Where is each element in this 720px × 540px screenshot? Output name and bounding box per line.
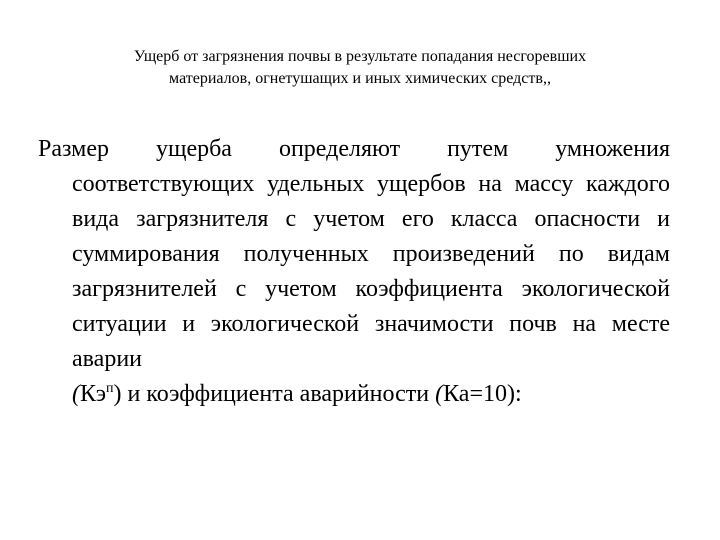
title-line-1: Ущерб от загрязнения почвы в результате попадания несгоревших bbox=[133, 48, 587, 65]
ka-open-paren: ( bbox=[435, 381, 444, 407]
title-line-2: материалов, огнетушащих и иных химических средств,, bbox=[169, 70, 551, 87]
body-formula-line bbox=[38, 377, 670, 412]
ke-superscript: п bbox=[106, 381, 114, 396]
ke-open-paren: ( bbox=[72, 381, 80, 407]
ke-symbol: Кэ bbox=[80, 381, 106, 407]
slide-title bbox=[40, 46, 680, 90]
ka-value: =10): bbox=[469, 381, 522, 407]
ke-close-paren: ) bbox=[113, 381, 122, 407]
body-paragraph: Размер ущерба определяют путем умножения соответствующих удельных ущербов на массу каждого вида загрязнителя с учетом его класса опасности и суммирования полученных произведений по видам загрязнителей с учетом коэффициента экологической ситуации и экологической значимости почв на месте аварии bbox=[38, 136, 670, 372]
connector-text: и коэффициента аварийности bbox=[121, 381, 436, 407]
ka-symbol: Ка bbox=[443, 381, 470, 407]
slide-body bbox=[38, 132, 670, 412]
